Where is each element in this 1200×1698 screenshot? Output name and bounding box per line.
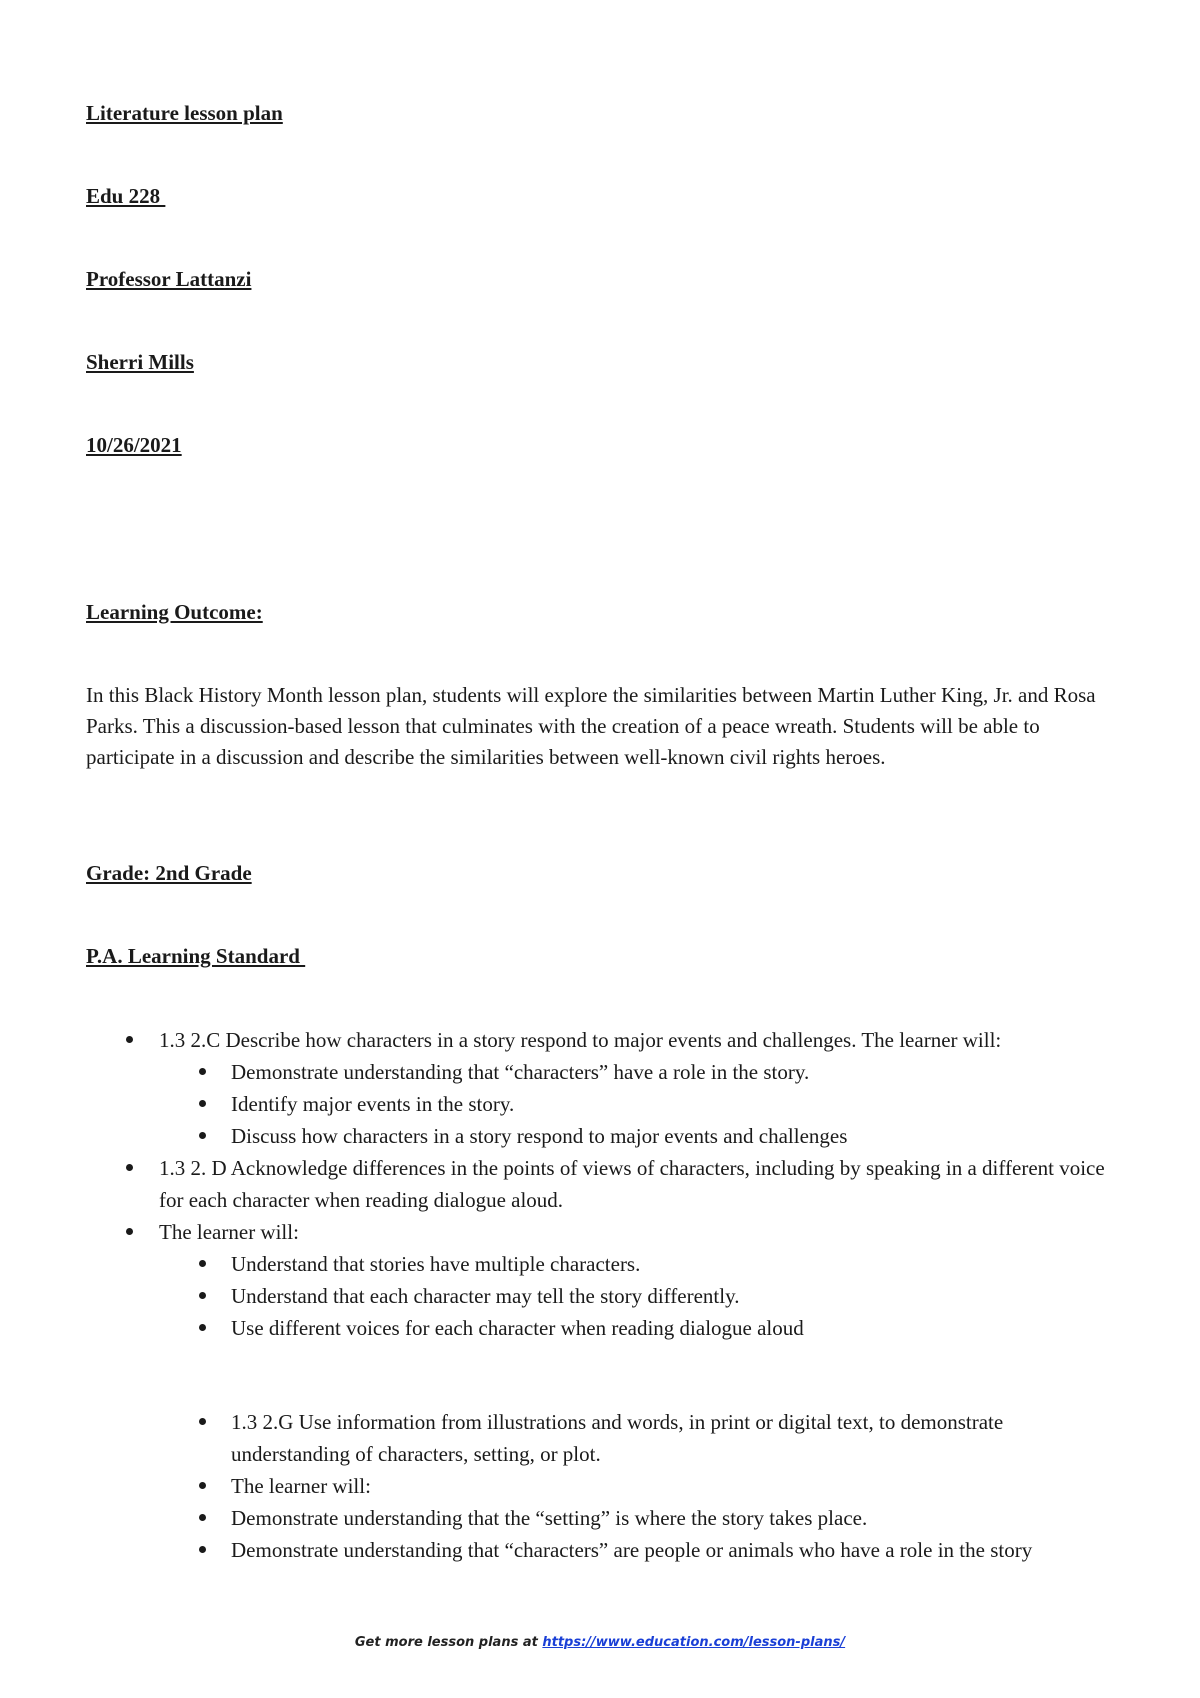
learning-standard-list-continued	[86, 1406, 1116, 1566]
list-item: Use different voices for each character when reading dialogue aloud	[86, 1312, 1116, 1344]
grade-heading: Grade: 2nd Grade	[86, 861, 252, 885]
footer-prefix: Get more lesson plans at	[354, 1635, 543, 1650]
document-date: 10/26/2021	[86, 433, 182, 457]
lesson-plans-link[interactable]: https://www.education.com/lesson-plans/	[542, 1635, 846, 1650]
list-item: 1.3 2.C Describe how characters in a story respond to major events and challenges. The learner will:	[86, 1024, 1116, 1056]
list-item: Demonstrate understanding that “characters” have a role in the story.	[86, 1056, 1116, 1088]
learning-outcome-heading: Learning Outcome:	[86, 600, 263, 624]
list-item: Discuss how characters in a story respond to major events and challenges	[86, 1120, 1116, 1152]
list-item: Understand that stories have multiple characters.	[86, 1248, 1116, 1280]
list-item: The learner will:	[86, 1216, 1116, 1248]
list-item: The learner will:	[86, 1470, 1116, 1502]
list-item: 1.3 2.G Use information from illustrations and words, in print or digital text, to demonstrate understanding of characters, setting, or plot.	[86, 1406, 1116, 1470]
course-code: Edu 228	[86, 184, 166, 208]
list-item: Identify major events in the story.	[86, 1088, 1116, 1120]
footer	[0, 1635, 1200, 1650]
student-name: Sherri Mills	[86, 350, 194, 374]
list-item: Demonstrate understanding that “characters” are people or animals who have a role in the story	[86, 1534, 1116, 1566]
learning-standard-list	[86, 1024, 1116, 1344]
list-item: Understand that each character may tell the story differently.	[86, 1280, 1116, 1312]
course-title: Literature lesson plan	[86, 101, 283, 125]
learning-standard-heading: P.A. Learning Standard	[86, 944, 306, 968]
list-item: 1.3 2. D Acknowledge differences in the points of views of characters, including by speaking in a different voice for each character when reading dialogue aloud.	[86, 1152, 1116, 1216]
learning-outcome-text: In this Black History Month lesson plan, students will explore the similarities between Martin Luther King, Jr. and Rosa Parks. This a discussion-based lesson that culminates with the creation of a peace wreath. Students will be able to participate in a discussion and describe the similarities between well-known civil rights heroes.	[86, 683, 1096, 769]
professor-name: Professor Lattanzi	[86, 267, 252, 291]
list-item: Demonstrate understanding that the “setting” is where the story takes place.	[86, 1502, 1116, 1534]
